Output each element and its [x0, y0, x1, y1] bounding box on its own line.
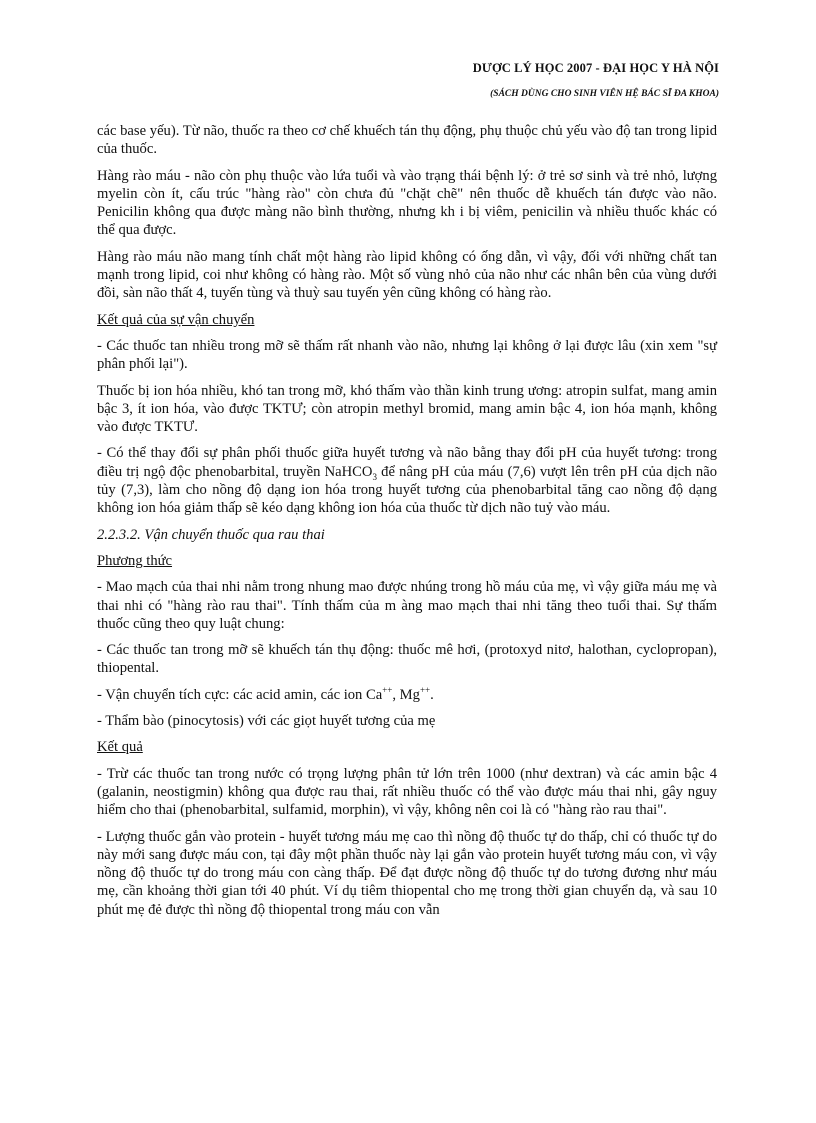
- text-run: - Vận chuyển tích cực: các acid amin, các ion Ca: [97, 686, 383, 703]
- text-run: để nâng pH của máu (7,6) vượt lên trên pH của dịch não tủy (7,3), làm cho nồng độ dạng ion hóa trong huyết tương của phenobarbital tăng cao nồng độ dạng không ion hóa giảm thấp sẽ kéo dạng không ion hóa của thuốc từ dịch não tuỷ vào máu.: [97, 463, 718, 517]
- paragraph: các base yếu). Từ não, thuốc ra theo cơ chế khuếch tán thụ động, phụ thuộc chủ yếu vào độ tan trong lipid của thuốc.: [97, 123, 717, 158]
- subscript: 3: [372, 471, 377, 482]
- paragraph: - Các thuốc tan nhiều trong mỡ sẽ thấm rất nhanh vào não, nhưng lại không ở lại được lâu (xin xem "sự phân phối lại").: [97, 337, 717, 373]
- paragraph: - Các thuốc tan trong mỡ sẽ khuếch tán thụ động: thuốc mê hơi, (protoxyd nitơ, halothan, cyclopropan), thiopental.: [97, 642, 717, 677]
- subheading-transport-result: Kết quả của sự vận chuyển: [97, 311, 255, 328]
- header-subtitle: (SÁCH DÙNG CHO SINH VIÊN HỆ BÁC SĨ ĐA KHOA): [490, 89, 719, 99]
- paragraph: Hàng rào máu - não còn phụ thuộc vào lứa tuổi và vào trạng thái bệnh lý: ở trẻ sơ sinh và trẻ nhỏ, lượng myelin còn ít, cấu trúc "hàng rào" còn chưa đủ "chặt chẽ" nên thuốc dễ khuếch tán được vào não. Penicilin không qua được màng não bình thường, nhưng kh i bị viêm, penicilin và nhiều thuốc khác có thể qua được.: [97, 167, 717, 239]
- paragraph: Hàng rào máu não mang tính chất một hàng rào lipid không có ống dẫn, vì vậy, đối với những chất tan mạnh trong lipid, coi như không có hàng rào. Một số vùng nhỏ của não như các nhân bên của vùng dưới đồi, sàn não thất 4, tuyến tùng và thuỳ sau tuyến yên cũng không có hàng rào.: [97, 248, 717, 302]
- subheading-method: Phương thức: [97, 552, 173, 569]
- paragraph: - Lượng thuốc gắn vào protein - huyết tương máu mẹ cao thì nồng độ thuốc tự do thấp, chỉ có thuốc tự do này mới sang được máu con, tại đây một phần thuốc này lại gắn vào protein huyết tương máu con, vì vậy nồng độ thuốc tự do trong máu con càng thấp. Để đạt được nồng độ thuốc tự do tương đương như máu mẹ, cần khoảng thời gian tới 40 phút. Ví dụ tiêm thiopental cho mẹ trong thời gian chuyển dạ, và sau 10 phút mẹ đẻ được thì nồng độ thiopental trong máu con vẫn: [97, 828, 717, 918]
- paragraph: - Trừ các thuốc tan trong nước có trọng lượng phân tử lớn trên 1000 (như dextran) và các amin bậc 4 (galanin, neostigmin) không qua được rau thai, rất nhiều thuốc có thể vào được máu thai nhi, gây nguy hiểm cho thai (phenobarbital, sulfamid, morphin), vì vậy, không nên coi là có "hàng rào rau thai".: [97, 765, 717, 819]
- paragraph: Thuốc bị ion hóa nhiều, khó tan trong mỡ, khó thấm vào thần kinh trung ương: atropin sulfat, mang amin bậc 3, ít ion hóa, vào được TKTƯ; còn atropin methyl bromid, mang amin bậc 4, ion hóa mạnh, không vào được TKTƯ.: [97, 382, 717, 436]
- document-body: [97, 122, 717, 927]
- paragraph: [97, 444, 717, 517]
- header-title: DƯỢC LÝ HỌC 2007 - ĐẠI HỌC Y HÀ NỘI: [472, 61, 719, 75]
- text-run: , Mg: [392, 686, 420, 703]
- section-title: 2.2.3.2. Vận chuyển thuốc qua rau thai: [97, 526, 325, 543]
- text-run: .: [430, 686, 434, 703]
- text-run: - Có thể thay đổi sự phân phối thuốc giữa huyết tương và não bằng thay đổi pH của huyết tương: trong điều trị ngộ độc phenobarbital, truyền NaHCO: [97, 445, 717, 480]
- paragraph: - Thẩm bào (pinocytosis) với các giọt huyết tương của mẹ: [97, 713, 436, 730]
- paragraph: - Mao mạch của thai nhi nằm trong nhung mao được nhúng trong hồ máu của mẹ, vì vậy giữa máu mẹ và thai nhi có "hàng rào rau thai". Tính thấm của m àng mao mạch thai nhi tăng theo tuổi thai. Sự thấm thuốc cũng theo quy luật chung:: [97, 579, 717, 632]
- subheading-result: Kết quả: [97, 739, 143, 756]
- paragraph: [97, 686, 717, 704]
- superscript: ++: [419, 684, 431, 695]
- superscript: ++: [382, 684, 393, 695]
